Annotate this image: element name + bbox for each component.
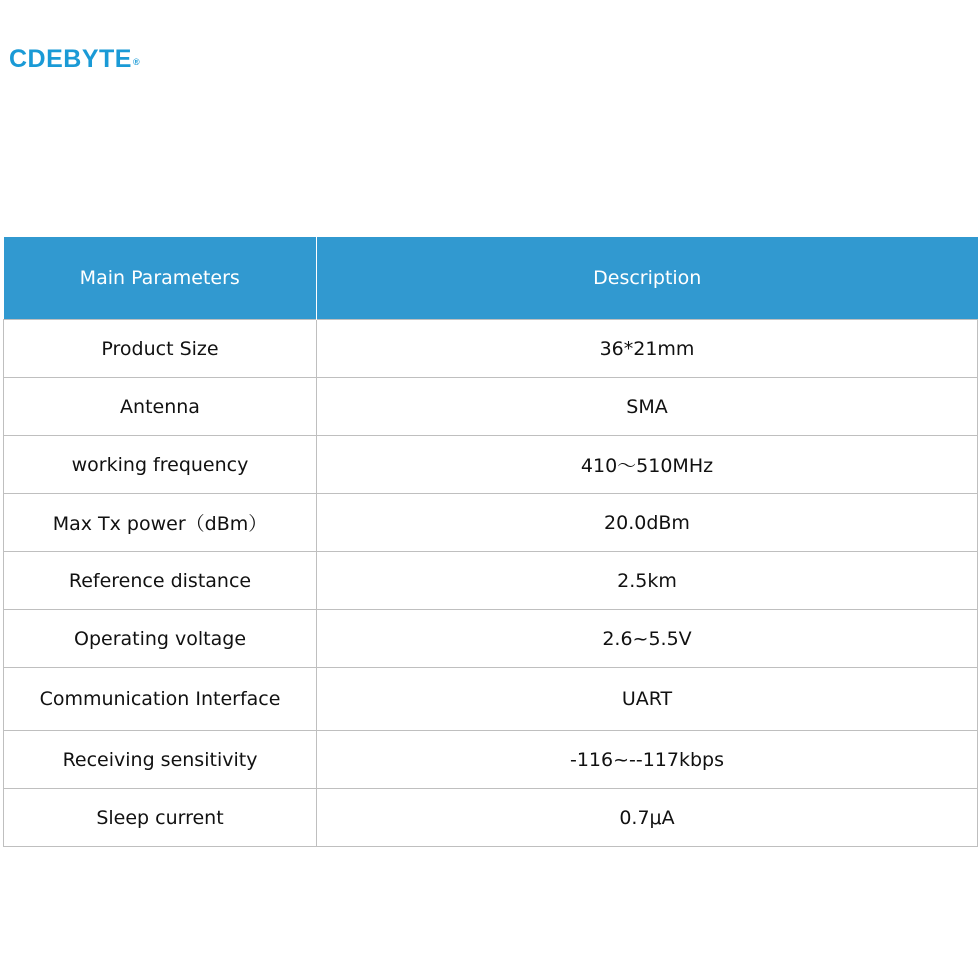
param-cell: Receiving sensitivity: [4, 731, 317, 789]
table-row: [4, 378, 978, 436]
desc-cell: -116~--117kbps: [317, 731, 978, 789]
desc-cell: UART: [317, 668, 978, 731]
param-cell: working frequency: [4, 436, 317, 494]
desc-cell: SMA: [317, 378, 978, 436]
param-cell: Product Size: [4, 320, 317, 378]
table-row: [4, 320, 978, 378]
table-row: [4, 494, 978, 552]
param-cell: Communication Interface: [4, 668, 317, 731]
table-row: [4, 436, 978, 494]
desc-cell: 410〜510MHz: [317, 436, 978, 494]
table-header-row: [4, 237, 978, 320]
brand-name: CDEBYTE: [9, 45, 132, 73]
header-description: Description: [317, 237, 978, 320]
desc-cell: 2.5km: [317, 552, 978, 610]
registered-mark: ®: [132, 57, 140, 67]
param-cell: Max Tx power（dBm）: [4, 494, 317, 552]
param-cell: Operating voltage: [4, 610, 317, 668]
table-row: [4, 552, 978, 610]
param-cell: Antenna: [4, 378, 317, 436]
desc-cell: 20.0dBm: [317, 494, 978, 552]
table-row: [4, 731, 978, 789]
desc-cell: 36*21mm: [317, 320, 978, 378]
parameters-table: [3, 237, 978, 847]
desc-cell: 0.7μA: [317, 789, 978, 847]
header-main-parameters: Main Parameters: [4, 237, 317, 320]
desc-cell: 2.6~5.5V: [317, 610, 978, 668]
brand-logo: [9, 44, 140, 74]
table-row: [4, 610, 978, 668]
table-row: [4, 789, 978, 847]
table-row: [4, 668, 978, 731]
param-cell: Sleep current: [4, 789, 317, 847]
param-cell: Reference distance: [4, 552, 317, 610]
